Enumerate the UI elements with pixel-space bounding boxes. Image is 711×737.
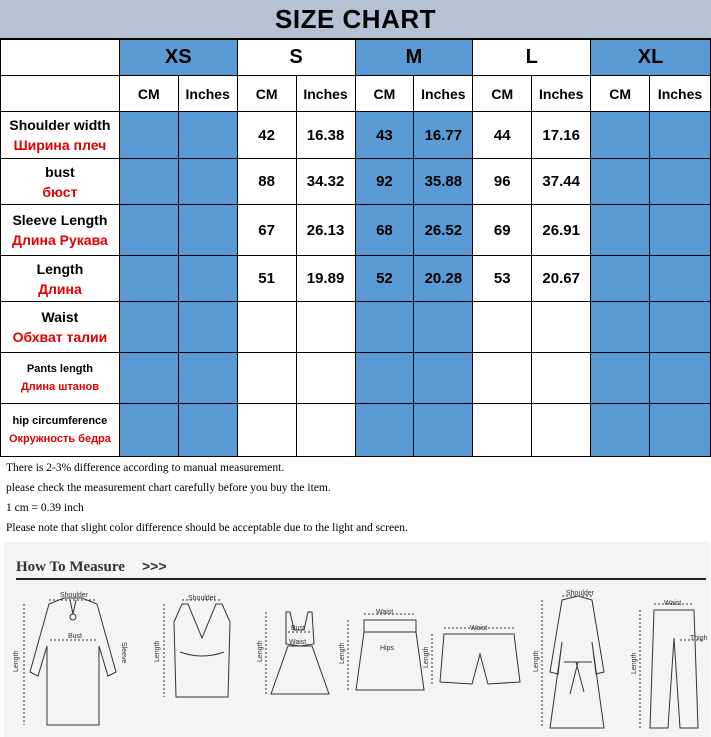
table-cell (119, 404, 178, 457)
table-cell: 16.77 (414, 112, 473, 159)
how-to-measure-panel (4, 542, 710, 737)
table-cell: 19.89 (296, 256, 355, 302)
unit-header-inches: Inches (650, 76, 711, 112)
table-cell: 20.28 (414, 256, 473, 302)
table-cell: 37.44 (532, 159, 591, 205)
row-label-russian: Окружность бедра (8, 433, 111, 445)
table-cell (237, 404, 296, 457)
pants-diagram-icon (631, 600, 708, 728)
table-cell: 26.52 (414, 205, 473, 256)
table-cell (296, 353, 355, 404)
table-cell: 44 (473, 112, 532, 159)
label-length: Length (631, 652, 638, 674)
table-cell: 35.88 (414, 159, 473, 205)
unit-header-cm: CM (237, 76, 296, 112)
row-label-english: bust (45, 163, 75, 180)
note-line: There is 2-3% difference according to manual measurement. (6, 462, 285, 474)
blouse-diagram-icon (13, 592, 127, 725)
coat-diagram-icon (533, 590, 604, 728)
table-cell: 16.38 (296, 112, 355, 159)
label-thigh: Thigh (690, 635, 708, 642)
table-cell (650, 159, 711, 205)
table-cell (650, 205, 711, 256)
row-label (1, 404, 120, 457)
label-waist: Waist (376, 609, 394, 616)
garment-illustrations (4, 542, 710, 737)
row-label-russian: Длина штанов (20, 381, 100, 393)
table-cell (650, 112, 711, 159)
table-row (1, 404, 711, 457)
unit-header-inches: Inches (532, 76, 591, 112)
chart-title-bar (0, 0, 711, 39)
unit-header-cm: CM (119, 76, 178, 112)
row-label (1, 112, 120, 159)
label-shoulder: Shoulder (60, 592, 89, 599)
table-cell (650, 404, 711, 457)
row-label-russian: Длина (38, 280, 82, 297)
table-cell (591, 205, 650, 256)
unit-header-inches: Inches (178, 76, 237, 112)
table-cell (237, 353, 296, 404)
table-cell (178, 302, 237, 353)
table-cell: 68 (355, 205, 414, 256)
table-cell (119, 159, 178, 205)
table-cell (591, 404, 650, 457)
row-label-english: Pants length (26, 363, 93, 375)
table-cell (414, 353, 473, 404)
row-label (1, 302, 120, 353)
table-cell (532, 302, 591, 353)
label-waist: Waist (289, 639, 307, 646)
table-cell (119, 112, 178, 159)
table-cell: 53 (473, 256, 532, 302)
tank-top-diagram-icon (154, 595, 230, 697)
table-cell (178, 404, 237, 457)
label-length: Length (533, 650, 540, 672)
table-row (1, 205, 711, 256)
dress-diagram-icon (257, 612, 329, 694)
unit-header-inches: Inches (414, 76, 473, 112)
table-cell (119, 302, 178, 353)
size-header-m: M (355, 40, 473, 76)
size-header-xl: XL (591, 40, 711, 76)
table-cell (178, 256, 237, 302)
table-row (1, 256, 711, 302)
label-length: Length (339, 642, 346, 664)
label-length: Length (13, 650, 20, 672)
table-cell: 34.32 (296, 159, 355, 205)
row-label-english: hip circumference (12, 415, 108, 427)
row-label (1, 205, 120, 256)
table-row (1, 353, 711, 404)
table-cell (591, 256, 650, 302)
size-chart-table (0, 39, 711, 457)
unit-header-cm: CM (473, 76, 532, 112)
skirt-diagram-icon (339, 609, 424, 690)
measurement-rows (1, 112, 711, 457)
row-label-english: Shoulder width (9, 117, 111, 133)
table-cell (532, 404, 591, 457)
unit-header-inches: Inches (296, 76, 355, 112)
row-label-english: Waist (41, 309, 79, 325)
table-cell (178, 112, 237, 159)
table-cell (355, 302, 414, 353)
label-bust: Bust (68, 633, 83, 640)
size-header-row (1, 40, 711, 76)
table-cell: 43 (355, 112, 414, 159)
row-label-english: Sleeve Length (12, 212, 108, 228)
table-cell (591, 112, 650, 159)
label-shoulder: Shoulder (566, 590, 595, 597)
label-bust: Bust (291, 625, 306, 632)
label-waist: Waist (664, 600, 682, 607)
note-line: please check the measurement chart carefully before you buy the item. (6, 482, 331, 494)
table-cell (473, 404, 532, 457)
unit-header-row (1, 76, 711, 112)
table-cell (355, 404, 414, 457)
label-length: Length (423, 646, 430, 668)
note-line: 1 cm = 0.39 inch (6, 502, 84, 514)
row-label (1, 159, 120, 205)
unit-header-cm: CM (355, 76, 414, 112)
table-cell (296, 404, 355, 457)
table-cell (119, 353, 178, 404)
table-cell: 26.91 (532, 205, 591, 256)
table-cell: 26.13 (296, 205, 355, 256)
table-cell (119, 205, 178, 256)
label-hips: Hips (380, 645, 395, 652)
table-row (1, 159, 711, 205)
table-cell (296, 302, 355, 353)
label-length: Length (154, 640, 161, 662)
size-header-l: L (473, 40, 591, 76)
table-cell (650, 353, 711, 404)
table-cell (178, 353, 237, 404)
table-cell (591, 302, 650, 353)
row-label-russian: Длина Рукава (12, 232, 108, 248)
table-cell (591, 159, 650, 205)
label-sleeve: Sleeve (120, 642, 127, 664)
table-row (1, 302, 711, 353)
row-label (1, 256, 120, 302)
table-cell (178, 205, 237, 256)
table-cell: 20.67 (532, 256, 591, 302)
size-header-s: S (237, 40, 355, 76)
row-label-russian: Ширина плеч (13, 137, 107, 153)
table-cell (119, 256, 178, 302)
unit-header-cm: CM (591, 76, 650, 112)
table-cell: 67 (237, 205, 296, 256)
table-cell: 96 (473, 159, 532, 205)
table-cell: 69 (473, 205, 532, 256)
table-cell (473, 353, 532, 404)
table-cell (237, 302, 296, 353)
table-cell: 51 (237, 256, 296, 302)
corner-cell-2 (1, 76, 120, 112)
table-cell (355, 353, 414, 404)
table-cell (591, 353, 650, 404)
size-header-xs: XS (119, 40, 237, 76)
label-length: Length (257, 640, 264, 662)
table-cell: 42 (237, 112, 296, 159)
row-label-russian: бюст (42, 183, 78, 200)
how-to-measure-title: How To Measure (16, 559, 125, 575)
shorts-diagram-icon (423, 625, 520, 684)
note-line: Please note that slight color difference should be acceptable due to the light and screen. (6, 522, 408, 534)
row-label-english: Length (36, 260, 84, 277)
table-cell (473, 302, 532, 353)
table-cell: 52 (355, 256, 414, 302)
corner-cell (1, 40, 120, 76)
table-cell (178, 159, 237, 205)
table-cell (414, 404, 473, 457)
arrows-icon: >>> (142, 558, 167, 574)
table-row (1, 112, 711, 159)
row-label (1, 353, 120, 404)
notes (6, 458, 408, 538)
table-cell (414, 302, 473, 353)
label-waist: Waist (470, 625, 488, 632)
table-cell: 88 (237, 159, 296, 205)
table-cell (532, 353, 591, 404)
table-cell (650, 256, 711, 302)
table-cell: 92 (355, 159, 414, 205)
label-shoulder: Shoulder (188, 595, 217, 602)
chart-title: SIZE CHART (275, 4, 436, 34)
row-label-russian: Обхват талии (12, 329, 108, 345)
table-cell (650, 302, 711, 353)
table-cell: 17.16 (532, 112, 591, 159)
